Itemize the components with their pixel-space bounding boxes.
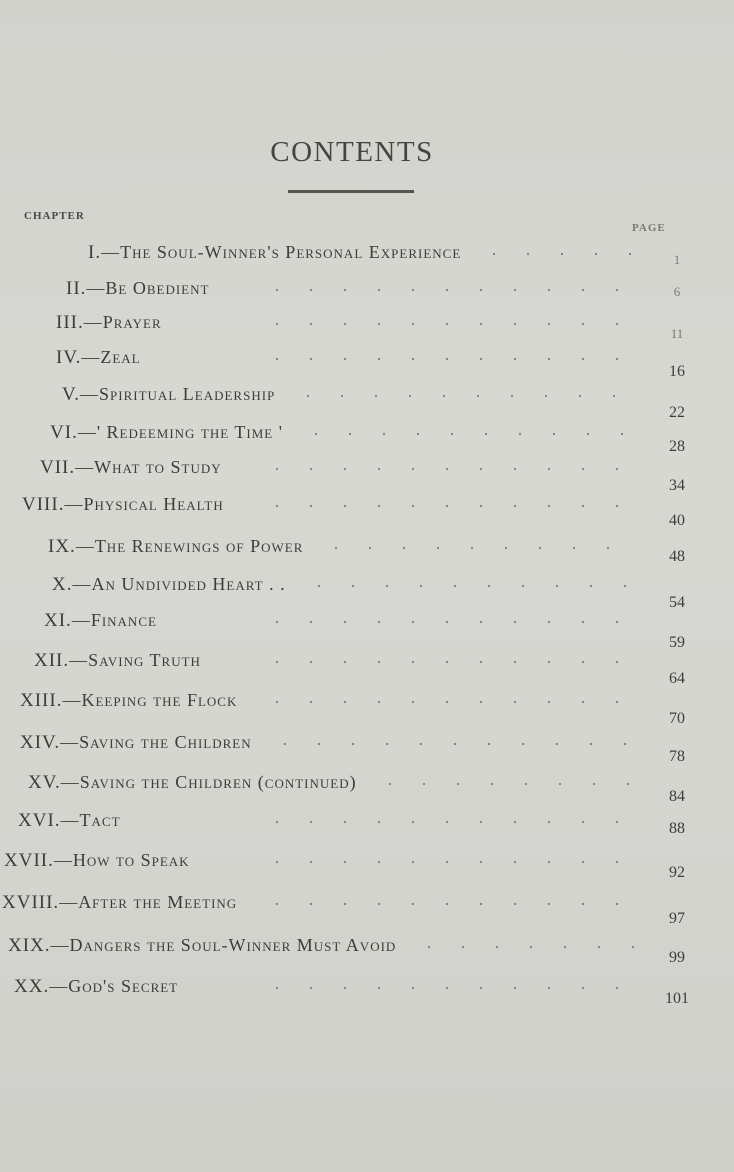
chapter-number: VII. (40, 457, 76, 478)
toc-entry (0, 810, 734, 840)
chapter-title: Dangers the Soul-Winner Must Avoid (69, 935, 397, 955)
chapter-header: CHAPTER (24, 210, 85, 222)
chapter-label (40, 457, 222, 479)
toc-entry (0, 494, 734, 529)
page-number: 59 (669, 634, 685, 651)
chapter-label (2, 892, 237, 914)
leader-dots (260, 349, 640, 369)
leader-dots (260, 812, 640, 832)
chapter-label (56, 312, 162, 334)
chapter-label (4, 850, 190, 872)
chapter-title: Tact (79, 810, 121, 830)
chapter-label (18, 810, 121, 832)
chapter-title: Be Obedient (105, 278, 210, 298)
em-dash: — (59, 892, 79, 912)
leader-dots (260, 978, 640, 998)
em-dash: — (101, 242, 121, 262)
em-dash: — (53, 850, 73, 870)
chapter-number: VIII. (22, 494, 65, 515)
em-dash: — (75, 536, 95, 556)
chapter-label (44, 610, 157, 632)
leader-dots (477, 244, 640, 264)
page-number: 16 (669, 363, 685, 380)
chapter-label (20, 732, 252, 754)
chapter-label (8, 935, 396, 957)
em-dash: — (60, 810, 80, 830)
chapter-label (50, 422, 283, 444)
chapter-title: Spiritual Leadership (99, 384, 276, 404)
chapter-number: II. (66, 278, 87, 299)
chapter-title: God's Secret (68, 976, 179, 996)
title-rule (288, 190, 414, 193)
page-number: 64 (669, 670, 685, 687)
chapter-label (48, 536, 303, 558)
leader-dots (291, 386, 640, 406)
toc-entry (0, 772, 734, 805)
chapter-title: The Soul-Winner's Personal Experience (120, 242, 462, 262)
em-dash: — (77, 422, 97, 442)
chapter-label (20, 690, 237, 712)
em-dash: — (62, 690, 82, 710)
em-dash: — (50, 935, 70, 955)
toc-entry (0, 976, 734, 1006)
toc-entry (0, 935, 734, 965)
chapter-title: How to Speak (72, 850, 190, 870)
em-dash: — (80, 384, 100, 404)
toc-entry (0, 278, 734, 308)
leader-dots (260, 496, 640, 516)
chapter-title: What to Study (94, 457, 222, 477)
toc-entry (0, 536, 734, 566)
leader-dots (302, 576, 640, 596)
chapter-title: Prayer (102, 312, 162, 332)
page-title: CONTENTS (270, 136, 434, 168)
page-number: 40 (669, 512, 685, 529)
chapter-number: XVIII. (2, 892, 60, 913)
leader-dots (260, 314, 640, 334)
chapter-label (28, 772, 357, 794)
chapter-number: V. (62, 384, 81, 405)
em-dash: — (81, 347, 101, 367)
em-dash: — (72, 574, 92, 594)
chapter-label (66, 278, 209, 300)
toc-entry (0, 422, 734, 455)
leader-dots (260, 280, 640, 300)
chapter-label (14, 976, 178, 998)
chapter-number: XIX. (8, 935, 51, 956)
leader-dots (319, 538, 640, 558)
toc-entry (0, 347, 734, 380)
em-dash: — (60, 732, 80, 752)
chapter-number: X. (52, 574, 73, 595)
toc-entry (0, 457, 734, 494)
page-number: 6 (673, 284, 681, 299)
toc-entry (0, 242, 734, 272)
toc-entry (0, 650, 734, 687)
chapter-number: XIII. (20, 690, 63, 711)
page-number: 48 (669, 548, 685, 565)
page-number: 97 (669, 910, 685, 927)
page-number: 28 (669, 438, 685, 455)
leader-dots (260, 692, 640, 712)
toc-entry (0, 312, 734, 342)
chapter-label (56, 347, 141, 369)
em-dash: — (83, 312, 103, 332)
leader-dots (260, 894, 640, 914)
chapter-number: VI. (50, 422, 78, 443)
em-dash: — (75, 457, 95, 477)
chapter-label (52, 574, 286, 596)
leader-dots (260, 459, 640, 479)
chapter-number: I. (88, 242, 102, 263)
chapter-label (88, 242, 461, 264)
toc-entry (0, 850, 734, 880)
em-dash: — (64, 494, 84, 514)
chapter-number: XV. (28, 772, 61, 793)
em-dash: — (86, 278, 106, 298)
page-number: 70 (669, 710, 685, 727)
chapter-label (34, 650, 201, 672)
chapter-title: After the Meeting (78, 892, 238, 912)
leader-dots (412, 937, 640, 957)
chapter-number: IV. (56, 347, 82, 368)
chapter-title: ' Redeeming the Time ' (96, 422, 283, 442)
leader-dots (268, 734, 640, 754)
chapter-number: IX. (48, 536, 76, 557)
chapter-label (62, 384, 275, 406)
page-number: 99 (669, 949, 685, 966)
chapter-title: An Undivided Heart . . (91, 574, 286, 594)
em-dash: — (71, 610, 91, 630)
leader-dots (299, 424, 640, 444)
chapter-number: XII. (34, 650, 70, 671)
leader-dots (260, 852, 640, 872)
chapter-title: Physical Health (83, 494, 224, 514)
em-dash: — (60, 772, 80, 792)
page-number: 84 (669, 788, 685, 805)
page-number: 54 (669, 594, 685, 611)
chapter-number: III. (56, 312, 84, 333)
page-number: 88 (669, 820, 685, 837)
chapter-number: XIV. (20, 732, 61, 753)
chapter-title: Zeal (100, 347, 141, 367)
toc-entry (0, 610, 734, 651)
page-header: PAGE (632, 222, 666, 234)
page-number: 101 (665, 990, 689, 1007)
toc-entry (0, 384, 734, 421)
leader-dots (260, 612, 640, 632)
chapter-number: XX. (14, 976, 50, 997)
page-number: 34 (669, 477, 685, 494)
page-number: 1 (673, 252, 681, 267)
page-number: 11 (670, 326, 684, 341)
chapter-number: XVII. (4, 850, 54, 871)
toc-entry (0, 574, 734, 611)
toc-entry (0, 892, 734, 927)
chapter-title: Saving Truth (88, 650, 201, 670)
page-number: 78 (669, 748, 685, 765)
toc-entry (0, 732, 734, 765)
chapter-title: Keeping the Flock (81, 690, 238, 710)
leader-dots (373, 774, 640, 794)
leader-dots (260, 652, 640, 672)
page-number: 22 (669, 404, 685, 421)
chapter-title: Saving the Children (79, 732, 252, 752)
page-number: 92 (669, 864, 685, 881)
toc-entry (0, 690, 734, 727)
chapter-title: Saving the Children (continued) (79, 772, 357, 792)
chapter-label (22, 494, 224, 516)
em-dash: — (49, 976, 69, 996)
em-dash: — (69, 650, 89, 670)
chapter-number: XI. (44, 610, 72, 631)
chapter-title: The Renewings of Power (94, 536, 304, 556)
chapter-number: XVI. (18, 810, 61, 831)
chapter-title: Finance (90, 610, 157, 630)
